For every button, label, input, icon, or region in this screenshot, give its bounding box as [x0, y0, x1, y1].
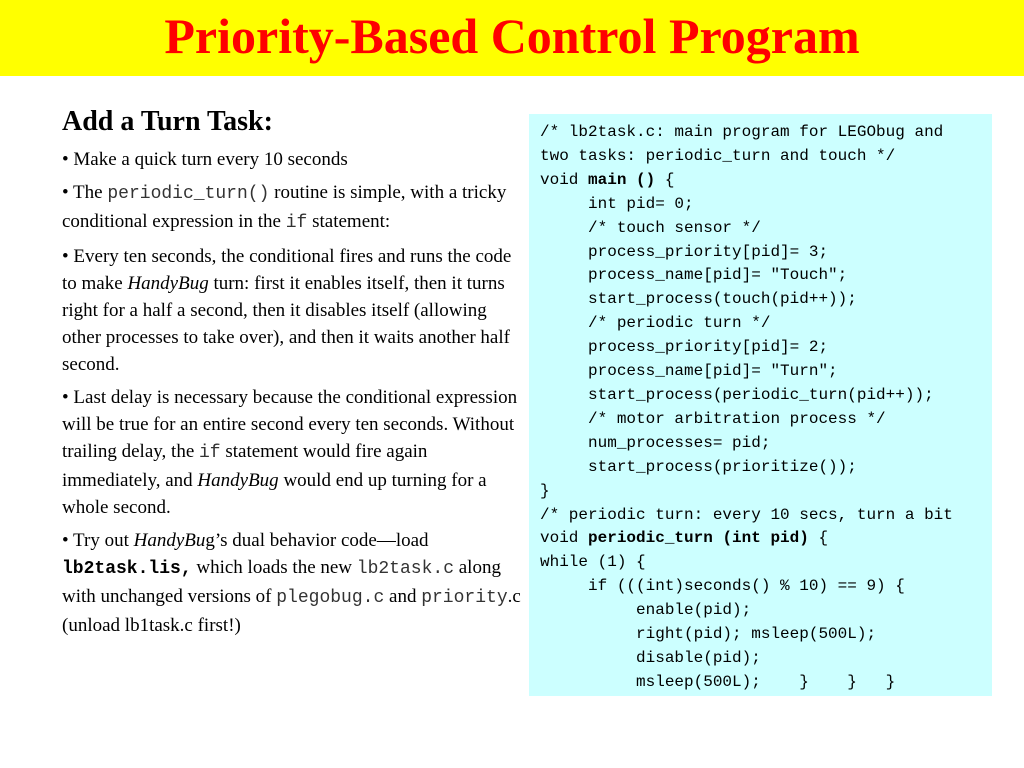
text: routine is simple, with a tricky conditional expression in the — [62, 182, 507, 232]
text: • Try out — [62, 530, 134, 551]
code-line: two tasks: periodic_turn and touch */ — [540, 146, 896, 165]
left-text-column — [62, 104, 522, 645]
bullet-try-out — [62, 527, 522, 639]
slide-title: Priority-Based Control Program — [164, 8, 860, 64]
text: turn: first it enables itself, then it turns right for a half a second, then it disables itself (allowing other processes to take over), and then it waits another half second. — [62, 273, 510, 375]
code-listing — [540, 121, 953, 695]
code-line: start_process(touch(pid++)); — [540, 290, 857, 309]
code-keyword: periodic_turn (int pid) — [588, 529, 809, 548]
bullet-periodic-turn — [62, 179, 522, 237]
text: would end up turning for a whole second. — [62, 470, 487, 518]
text: • Every ten seconds, the conditional fires and runs the code to make — [62, 246, 512, 294]
code-line: process_priority[pid]= 3; — [540, 242, 829, 261]
code-line: process_name[pid]= "Touch"; — [540, 266, 848, 285]
text: along with unchanged versions of — [62, 557, 501, 607]
code-inline: priority — [421, 588, 508, 608]
code-line: num_processes= pid; — [540, 433, 771, 452]
bullet-last-delay — [62, 384, 522, 521]
bullet-text: • Make a quick turn every 10 seconds — [62, 149, 348, 170]
code-line: /* periodic turn */ — [540, 314, 771, 333]
code-line: { — [655, 170, 675, 189]
code-line: start_process(prioritize()); — [540, 457, 857, 476]
emphasis: HandyBug — [197, 470, 279, 491]
text: which loads the new — [191, 557, 357, 578]
code-line: /* lb2task.c: main program for LEGObug and — [540, 123, 944, 141]
code-line: /* touch sensor */ — [540, 218, 761, 237]
code-line: right(pid); msleep(500L); — [540, 625, 877, 644]
code-line: { — [808, 529, 829, 548]
code-line: msleep(500L); } } } — [540, 672, 896, 691]
code-line: enable(pid); — [540, 601, 752, 620]
code-line: if (((int)seconds() % 10) == 9) { — [540, 577, 905, 596]
text: • Last delay is necessary because the conditional expression will be true for an entire second every ten seconds. Without trailing delay, the — [62, 387, 518, 462]
code-line: /* periodic turn: every 10 secs, turn a bit — [540, 505, 953, 524]
code-inline: lb2task.c — [356, 559, 454, 579]
code-line: /* motor arbitration process */ — [540, 409, 886, 428]
text: statement would fire again immediately, and — [62, 441, 428, 491]
text: statement: — [307, 211, 391, 232]
code-line: start_process(periodic_turn(pid++)); — [540, 385, 934, 404]
text: g’s dual behavior code—load — [205, 530, 429, 551]
code-line: int pid= 0; — [540, 194, 694, 213]
code-line: process_priority[pid]= 2; — [540, 338, 829, 357]
code-line: process_name[pid]= "Turn"; — [540, 362, 838, 381]
bullet-quick-turn — [62, 146, 522, 173]
code-line: void — [540, 529, 589, 548]
code-listing-box — [529, 114, 992, 696]
code-bold: lb2task.lis, — [62, 559, 192, 579]
code-inline: plegobug.c — [276, 588, 385, 608]
code-keyword: main () — [588, 170, 656, 189]
code-line: } — [540, 481, 550, 500]
code-inline: periodic_turn() — [107, 184, 270, 204]
code-inline: if — [199, 443, 221, 463]
bullet-conditional — [62, 243, 522, 378]
code-line: void — [540, 170, 589, 189]
emphasis: HandyBu — [133, 530, 206, 551]
section-heading: Add a Turn Task: — [62, 106, 273, 137]
text: • The — [62, 182, 108, 203]
code-inline: if — [285, 213, 308, 233]
code-line: while (1) { — [540, 553, 646, 572]
code-line: disable(pid); — [540, 648, 761, 667]
text: and — [384, 586, 422, 607]
emphasis: HandyBug — [127, 273, 209, 294]
text: .c (unload lb1task.c first!) — [62, 586, 521, 636]
